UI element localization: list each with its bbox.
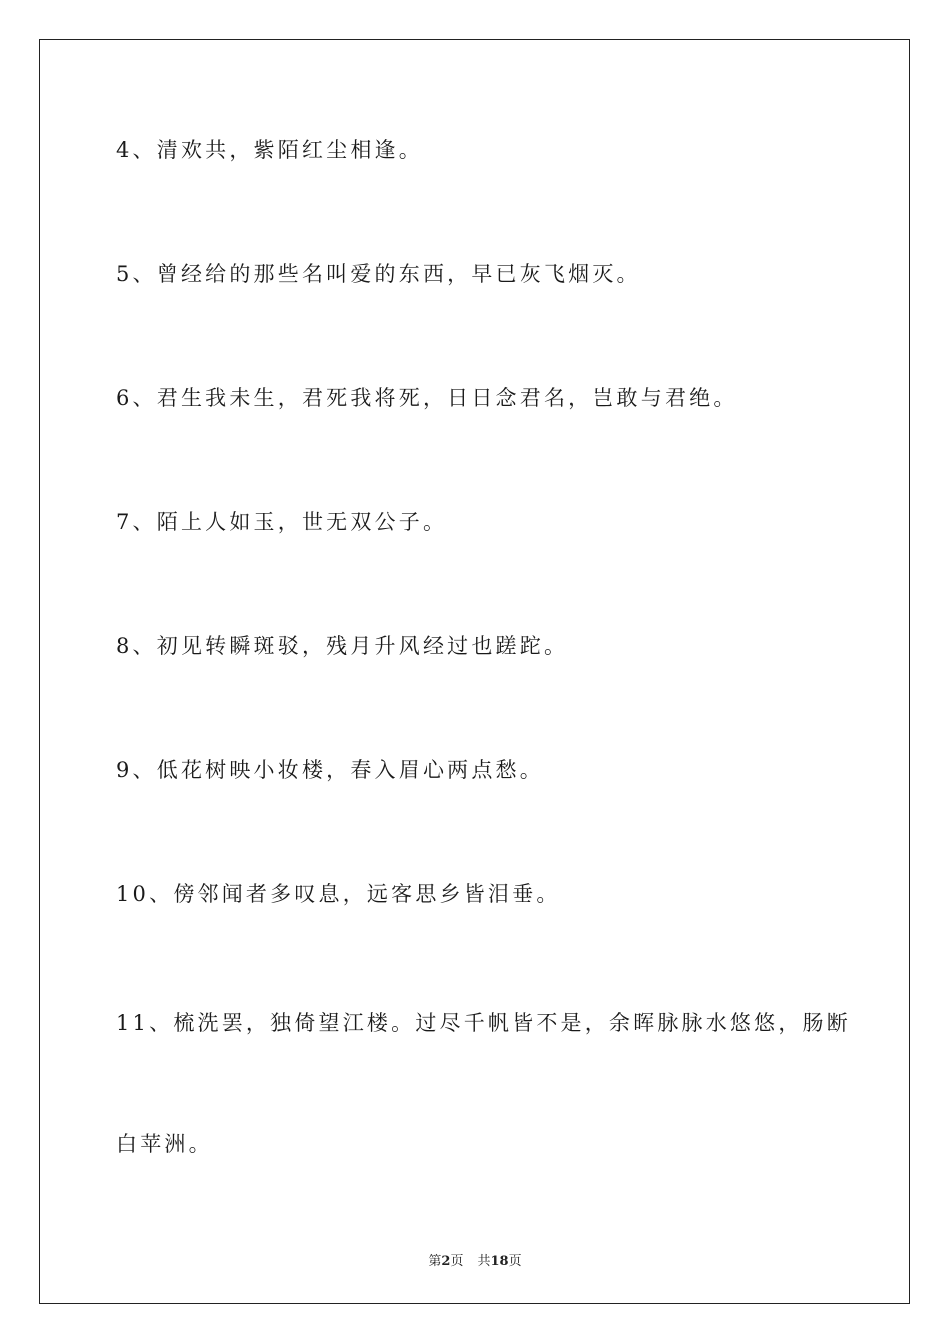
page-footer xyxy=(0,1250,950,1269)
text-line-9: 9、低花树映小妆楼，春入眉心两点愁。 xyxy=(116,758,544,782)
text-line-4: 4、清欢共，紫陌红尘相逢。 xyxy=(116,138,423,162)
text-line-10: 10、傍邻闻者多叹息，远客思乡皆泪垂。 xyxy=(116,882,561,906)
footer-page-prefix: 第 xyxy=(428,1254,442,1269)
text-line-5: 5、曾经给的那些名叫爱的东西，早已灰飞烟灭。 xyxy=(116,262,641,286)
page-border xyxy=(39,39,910,1304)
footer-page-number: 2 xyxy=(441,1254,451,1269)
text-line-7: 7、陌上人如玉，世无双公子。 xyxy=(116,510,448,534)
footer-total-prefix: 共 xyxy=(477,1254,491,1269)
footer-total-number: 18 xyxy=(490,1254,509,1269)
text-line-8: 8、初见转瞬斑驳，残月升风经过也蹉跎。 xyxy=(116,634,569,658)
text-line-6: 6、君生我未生，君死我将死，日日念君名，岂敢与君绝。 xyxy=(116,386,738,410)
text-line-11-continued: 白苹洲。 xyxy=(116,1132,213,1156)
text-line-11: 11、梳洗罢，独倚望江楼。过尽千帆皆不是，余晖脉脉水悠悠，肠断 xyxy=(116,1011,851,1035)
footer-page-suffix: 页 xyxy=(450,1254,464,1269)
footer-total-suffix: 页 xyxy=(508,1254,522,1269)
